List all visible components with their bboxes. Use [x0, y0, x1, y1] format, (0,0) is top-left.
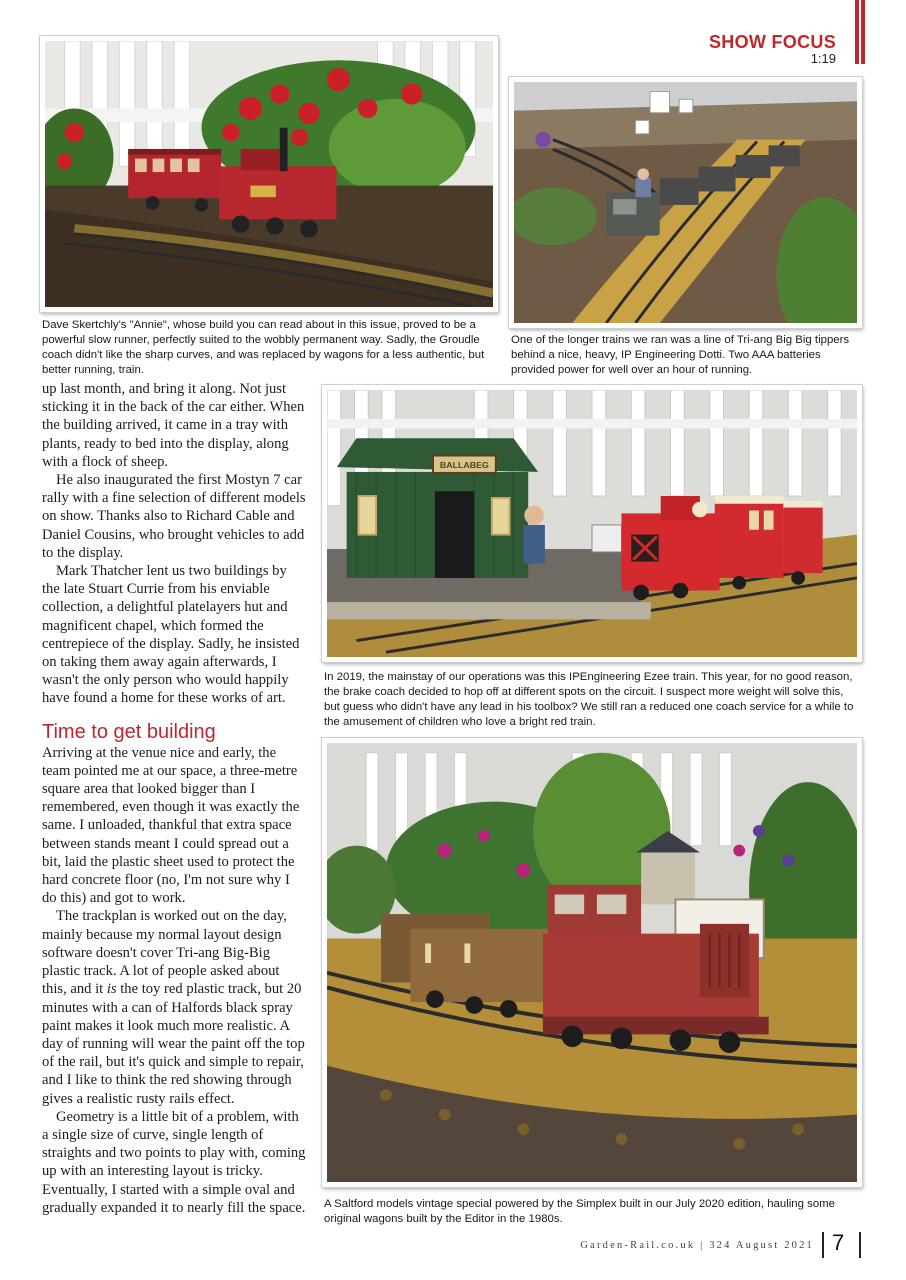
caption-simplex: A Saltford models vintage special powered by the Simplex built in our July 2020 edition, hauling some original wagons built by the Editor in the 1980s.: [324, 1198, 835, 1225]
article-body: [42, 380, 306, 1217]
photo-simplex-image: [327, 743, 857, 1182]
footer-divider-left: [822, 1232, 824, 1258]
article-paragraph: Geometry is a little bit of a problem, with a single size of curve, single length of straights and two points to play with, coming up with an interesting layout is tricky. Eventually, I started with a simple oval and gradually expanded it to nearly fill the space.: [42, 1108, 306, 1216]
photo-tippers-image: [514, 82, 857, 323]
section-title: SHOW FOCUS: [709, 32, 836, 52]
caption-tippers: One of the longer trains we ran was a line of Tri-ang Big Big tippers behind a nice, heavy, IP Engineering Dotti. Two AAA batteries provided power for well over an hour of running.: [511, 334, 850, 376]
photo-tippers: [509, 77, 862, 328]
page-number: 7: [832, 1230, 845, 1255]
photo-simplex: [322, 738, 862, 1187]
photo-ezee-train: [322, 385, 862, 662]
article-emphasis: is: [106, 981, 117, 998]
header-rule-right: [861, 0, 865, 64]
section-heading: Time to get building: [42, 720, 216, 743]
header-rule-left: [855, 0, 859, 64]
article-paragraph: up last month, and bring it along. Not just sticking it in the back of the car either. When the building arrived, it came in a tray with plants, ready to bed into the display, along with a flock of sheep.: [42, 381, 305, 470]
article-text: the toy red plastic track, but 20 minutes with a can of Halfords black spray paint makes it look much more realistic. A day of running will wear the paint off the top of the rail, but it's quick and simple to repair, and I like to think the red showing through gives a realistic rusty rails effect.: [42, 981, 305, 1107]
article-paragraph: Mark Thatcher lent us two buildings by the late Stuart Currie from his enviable collection, a delightful platelayers hut and magnificent chapel, which formed the centrepiece of the display. Sadly, he insisted on taking them away again afterwards, I wasn't the only person who would happily have found a home for these works of art.: [42, 563, 300, 707]
photo-annie: [40, 36, 498, 312]
article-paragraph: [42, 907, 306, 1107]
article-paragraph: Arriving at the venue nice and early, the team pointed me at our space, a three-metre square area that looked bigger than I remembered, even though it was exactly the same. I unloaded, thankful that extra space between stands meant I could spread out a bit, laid the plastic sheet used to protect the hard concrete floor (no, I'm not sure why I do this) and got to work.: [42, 744, 300, 907]
station-sign-text: BALLABEG: [439, 460, 489, 471]
photo-ezee-image: [327, 390, 857, 657]
footer-site-issue: Garden-Rail.co.uk | 324 August 2021: [580, 1240, 814, 1251]
section-scale: 1:19: [810, 51, 836, 66]
caption-ezee: In 2019, the mainstay of our operations was this IPEngineering Ezee train. This year, for no good reason, the brake coach decided to hop off at different spots on the circuit. I suspect more weight will solve this, but guess who didn't have any lead in his toolbox? We still ran a reduced one coach service for a while to the amusement of children who love a bright red train.: [324, 671, 854, 728]
photo-annie-image: [45, 41, 493, 307]
article-paragraph: He also inaugurated the first Mostyn 7 car rally with a fine selection of different models on show. Thanks also to Richard Cable and Daniel Cousins, who brought vehicles to add to the display.: [42, 472, 306, 561]
article-text: The trackplan is worked out on the day, mainly because my normal layout design software doesn't cover Tri-ang Big-Big plastic track. A lot of people asked about this, and it: [42, 908, 287, 998]
footer-divider-right: [859, 1232, 861, 1258]
caption-annie: Dave Skertchly's "Annie", whose build you can read about in this issue, proved to be a powerful slow runner, perfectly suited to the wobbly permanent way. Sadly, the Groudle coach didn't like the sharp curves, and was replaced by wagons for a less authentic, but better running, train.: [42, 319, 485, 376]
